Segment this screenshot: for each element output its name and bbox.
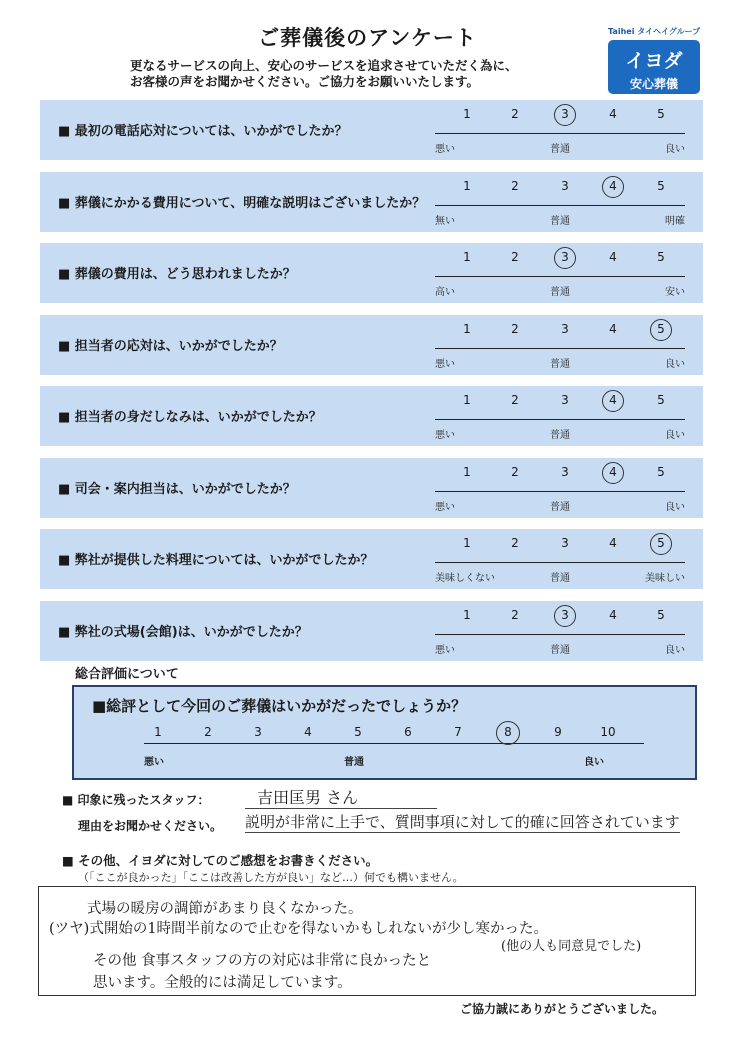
selected-answer-circle	[554, 247, 576, 269]
scale-option[interactable]: 5	[657, 321, 665, 336]
scale-label-low: 悪い	[435, 501, 455, 513]
scale-option[interactable]: 1	[463, 107, 471, 121]
scale-label-mid: 普通	[550, 501, 570, 513]
scale-line	[435, 205, 685, 206]
reason-value[interactable]: 説明が非常に上手で、質問事項に対して的確に回答されています	[245, 813, 680, 831]
question-row	[40, 601, 703, 661]
overall-scale-option[interactable]: 3	[254, 725, 262, 739]
scale-option[interactable]: 1	[463, 607, 471, 622]
scale-option[interactable]: 2	[511, 107, 519, 121]
comment-line-4: 思います。全般的には満足しています。	[93, 975, 352, 991]
scale-option[interactable]: 2	[511, 536, 519, 550]
question-row	[40, 243, 703, 303]
scale-label-low: 無い	[435, 215, 455, 227]
overall-scale-option[interactable]: 8	[504, 725, 512, 739]
scale-option[interactable]: 2	[511, 321, 519, 336]
scale-option[interactable]: 3	[561, 321, 569, 336]
scale-option[interactable]: 1	[463, 393, 471, 407]
selected-answer-circle	[554, 104, 576, 126]
scale-label-low: 悪い	[435, 430, 455, 441]
question-text: ■ 葬儀の費用は、どう思われましたか？	[58, 267, 296, 282]
overall-scale-option[interactable]: 9	[554, 725, 562, 739]
scale-label-high: 美味しい	[645, 573, 685, 584]
question-text: ■ 弊社が提供した料理については、いかがでしたか？	[58, 553, 374, 568]
question-text: ■ 司会・案内担当は、いかがでしたか？	[58, 481, 296, 497]
overall-rating-box	[72, 685, 697, 780]
scale-label-low: 悪い	[435, 644, 455, 656]
question-text: ■ 弊社の式場(会館)は、いかがでしたか？	[58, 624, 308, 640]
overall-scale-option[interactable]: 2	[204, 725, 212, 739]
scale-label-mid: 普通	[550, 644, 570, 656]
logo-box	[608, 40, 700, 94]
staff-label: ■ 印象に残ったスタッフ：	[62, 793, 210, 807]
scale-label-high: 安い	[665, 287, 685, 298]
comments-box[interactable]	[38, 886, 696, 996]
scale-label-low: 美味しくない	[435, 573, 495, 584]
scale-line	[435, 491, 685, 492]
scale-line	[435, 133, 685, 134]
comment-line-2-note: (他の人も同意見でした)	[501, 939, 642, 954]
question-text: ■ 担当者の身だしなみは、いかがでしたか？	[58, 410, 322, 425]
scale-option[interactable]: 5	[657, 178, 665, 193]
question-text: ■ 最初の電話応対については、いかがでしたか？	[58, 124, 348, 139]
overall-label-mid: 普通	[344, 757, 364, 768]
scale-option[interactable]: 5	[657, 464, 665, 479]
scale-option[interactable]: 3	[561, 393, 569, 407]
scale-option[interactable]: 1	[463, 178, 471, 193]
scale-label-mid: 普通	[550, 573, 570, 584]
scale-label-mid: 普通	[550, 215, 570, 227]
scale-line	[435, 634, 685, 635]
logo-group-name: Taihei タイヘイグループ	[608, 27, 701, 36]
scale-label-high: 良い	[665, 644, 685, 656]
scale-option[interactable]: 3	[561, 464, 569, 479]
scale-option[interactable]: 5	[657, 536, 665, 550]
comment-line-3: その他 食事スタッフの方の対応は非常に良かったと	[93, 953, 432, 969]
overall-selected-circle	[496, 721, 520, 745]
scale-label-high: 明確	[665, 215, 685, 227]
scale-label-low: 悪い	[435, 358, 455, 370]
scale-label-mid: 普通	[550, 430, 570, 441]
scale-line	[435, 276, 685, 277]
scale-line	[435, 348, 685, 349]
scale-option[interactable]: 4	[609, 321, 617, 336]
scale-option[interactable]: 2	[511, 393, 519, 407]
company-logo	[608, 26, 700, 94]
scale-option[interactable]: 3	[561, 250, 569, 264]
scale-option[interactable]: 1	[463, 536, 471, 550]
selected-answer-circle	[602, 176, 624, 198]
logo-sub: 安心葬儀	[629, 77, 678, 91]
intro-line-1: 更なるサービスの向上、安心のサービスを追求させていただく為に、	[130, 58, 518, 73]
scale-option[interactable]: 2	[511, 464, 519, 479]
scale-option[interactable]: 4	[609, 464, 617, 479]
scale-label-mid: 普通	[550, 358, 570, 370]
comment-line-1: 式場の暖房の調節があまり良くなかった。	[87, 901, 363, 917]
scale-option[interactable]: 4	[609, 607, 617, 622]
reason-label: 理由をお聞かせください。	[78, 819, 223, 833]
scale-option[interactable]: 5	[657, 393, 665, 407]
question-text: ■ 担当者の応対は、いかがでしたか？	[58, 338, 283, 354]
overall-question: ■総評として今回のご葬儀はいかがだったでしょうか？	[92, 697, 467, 715]
question-row	[40, 100, 703, 160]
scale-option[interactable]: 3	[561, 536, 569, 550]
overall-section-title: 総合評価について	[75, 667, 179, 682]
question-row	[40, 315, 703, 375]
scale-line	[435, 419, 685, 420]
logo-brand: イヨダ	[625, 50, 683, 72]
scale-option[interactable]: 4	[609, 178, 617, 193]
scale-option[interactable]: 5	[657, 607, 665, 622]
intro-text	[130, 58, 590, 90]
scale-option[interactable]: 4	[609, 536, 617, 550]
question-text: ■ 葬儀にかかる費用について、明確な説明はございましたか？	[58, 195, 426, 211]
scale-option[interactable]: 5	[657, 250, 665, 264]
question-row	[40, 172, 703, 232]
selected-answer-circle	[650, 533, 672, 555]
question-row	[40, 386, 703, 446]
scale-label-low: 悪い	[435, 144, 455, 155]
selected-answer-circle	[602, 462, 624, 484]
selected-answer-circle	[602, 390, 624, 412]
scale-option[interactable]: 3	[561, 107, 569, 121]
selected-answer-circle	[554, 605, 576, 627]
overall-scale-line	[144, 743, 644, 744]
question-row	[40, 529, 703, 589]
scale-label-mid: 普通	[550, 144, 570, 155]
scale-line	[435, 562, 685, 563]
scale-label-low: 高い	[435, 287, 455, 298]
overall-scale-option[interactable]: 5	[354, 725, 362, 739]
scale-option[interactable]: 1	[463, 464, 471, 479]
scale-option[interactable]: 2	[511, 178, 519, 193]
overall-scale-option[interactable]: 6	[404, 725, 412, 739]
comments-title: ■ その他、イヨダに対してのご感想をお書きください。	[62, 853, 379, 868]
scale-label-high: 良い	[665, 358, 685, 370]
scale-option[interactable]: 2	[511, 607, 519, 622]
overall-scale-option[interactable]: 10	[600, 725, 616, 739]
scale-option[interactable]: 4	[609, 393, 617, 407]
scale-label-high: 良い	[665, 501, 685, 513]
scale-label-high: 良い	[665, 430, 685, 441]
selected-answer-circle	[650, 319, 672, 341]
thanks-text: ご協力誠にありがとうございました。	[460, 1002, 665, 1016]
overall-scale-option[interactable]: 7	[454, 725, 462, 739]
scale-option[interactable]: 4	[609, 107, 617, 121]
scale-option[interactable]: 3	[561, 178, 569, 193]
page-title: ご葬儀後のアンケート	[258, 26, 477, 50]
overall-scale-option[interactable]: 4	[304, 725, 312, 739]
scale-option[interactable]: 1	[463, 250, 471, 264]
scale-label-high: 良い	[665, 144, 685, 155]
comment-line-2: (ツヤ)式開始の1時間半前なので止むを得ないかもしれないが少し寒かった。	[49, 921, 549, 937]
scale-option[interactable]: 5	[657, 107, 665, 121]
scale-option[interactable]: 4	[609, 250, 617, 264]
comments-subtitle: （「ここが良かった」「ここは改善した方が良い」など…）何でも構いません。	[78, 871, 464, 884]
scale-option[interactable]: 2	[511, 250, 519, 264]
overall-scale-option[interactable]: 1	[154, 725, 162, 739]
scale-label-mid: 普通	[550, 287, 570, 298]
scale-option[interactable]: 3	[561, 607, 569, 622]
staff-value[interactable]: 吉田匡男 さん	[245, 785, 437, 809]
question-row	[40, 458, 703, 518]
overall-label-high: 良い	[584, 757, 604, 768]
intro-line-2: お客様の声をお聞かせください。ご協力をお願いいたします。	[130, 74, 480, 89]
overall-label-low: 悪い	[144, 757, 164, 768]
scale-option[interactable]: 1	[463, 321, 471, 336]
